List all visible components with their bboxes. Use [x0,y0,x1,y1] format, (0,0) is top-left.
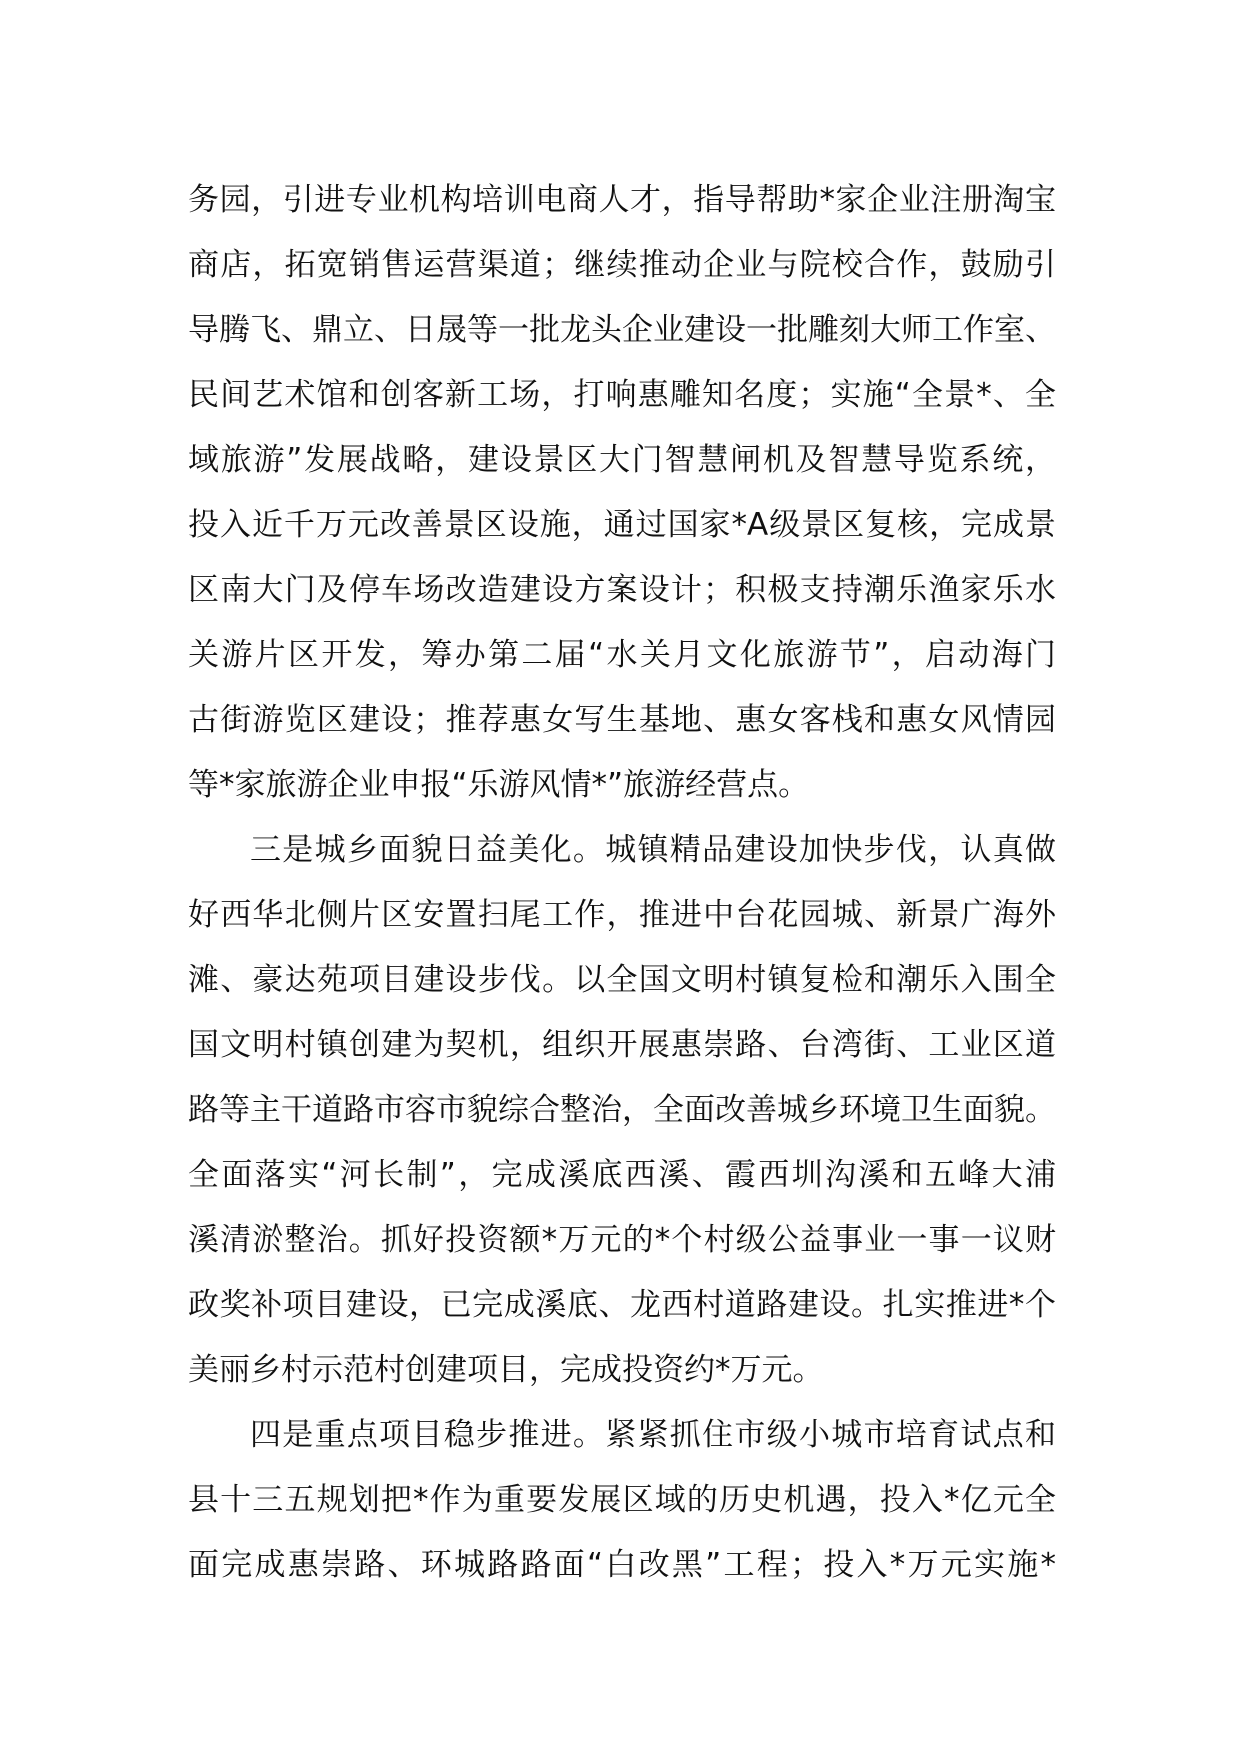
text-line: 国文明村镇创建为契机，组织开展惠崇路、台湾街、工业区道 [188,1027,1056,1063]
text-line: 导腾飞、鼎立、日晟等一批龙头企业建设一批雕刻大师工作室、 [188,312,1056,348]
text-line: 县十三五规划把*作为重要发展区域的历史机遇，投入*亿元全 [188,1482,1056,1518]
text-line: 古街游览区建设；推荐惠女写生基地、惠女客栈和惠女风情园 [188,702,1056,738]
text-line: 投入近千万元改善景区设施，通过国家*A级景区复核，完成景 [188,507,1056,543]
text-line: 全面落实“河长制”，完成溪底西溪、霞西圳沟溪和五峰大浦 [188,1157,1056,1193]
text-line: 务园，引进专业机构培训电商人才，指导帮助*家企业注册淘宝 [188,182,1056,218]
text-line: 好西华北侧片区安置扫尾工作，推进中台花园城、新景广海外 [188,897,1056,933]
text-line: 滩、豪达苑项目建设步伐。以全国文明村镇复检和潮乐入围全 [188,962,1056,998]
text-line: 域旅游”发展战略，建设景区大门智慧闸机及智慧导览系统， [188,442,1056,478]
text-line: 关游片区开发，筹办第二届“水关月文化旅游节”，启动海门 [188,637,1056,673]
text-line: 等*家旅游企业申报“乐游风情*”旅游经营点。 [188,767,810,803]
paragraph-first-line: 四是重点项目稳步推进。紧紧抓住市级小城市培育试点和 [250,1417,1056,1453]
text-line: 民间艺术馆和创客新工场，打响惠雕知名度；实施“全景*、全 [188,377,1056,413]
text-line: 溪清淤整治。抓好投资额*万元的*个村级公益事业一事一议财 [188,1222,1056,1258]
text-line: 商店，拓宽销售运营渠道；继续推动企业与院校合作，鼓励引 [188,247,1056,283]
paragraph-first-line: 三是城乡面貌日益美化。城镇精品建设加快步伐，认真做 [250,832,1056,868]
text-line: 路等主干道路市容市貌综合整治，全面改善城乡环境卫生面貌。 [188,1092,1056,1128]
text-line: 政奖补项目建设，已完成溪底、龙西村道路建设。扎实推进*个 [188,1287,1056,1323]
text-line: 面完成惠崇路、环城路路面“白改黑”工程；投入*万元实施* [188,1547,1056,1583]
text-line: 区南大门及停车场改造建设方案设计；积极支持潮乐渔家乐水 [188,572,1056,608]
document-body [188,168,1056,1598]
text-line: 美丽乡村示范村创建项目，完成投资约*万元。 [188,1352,824,1388]
